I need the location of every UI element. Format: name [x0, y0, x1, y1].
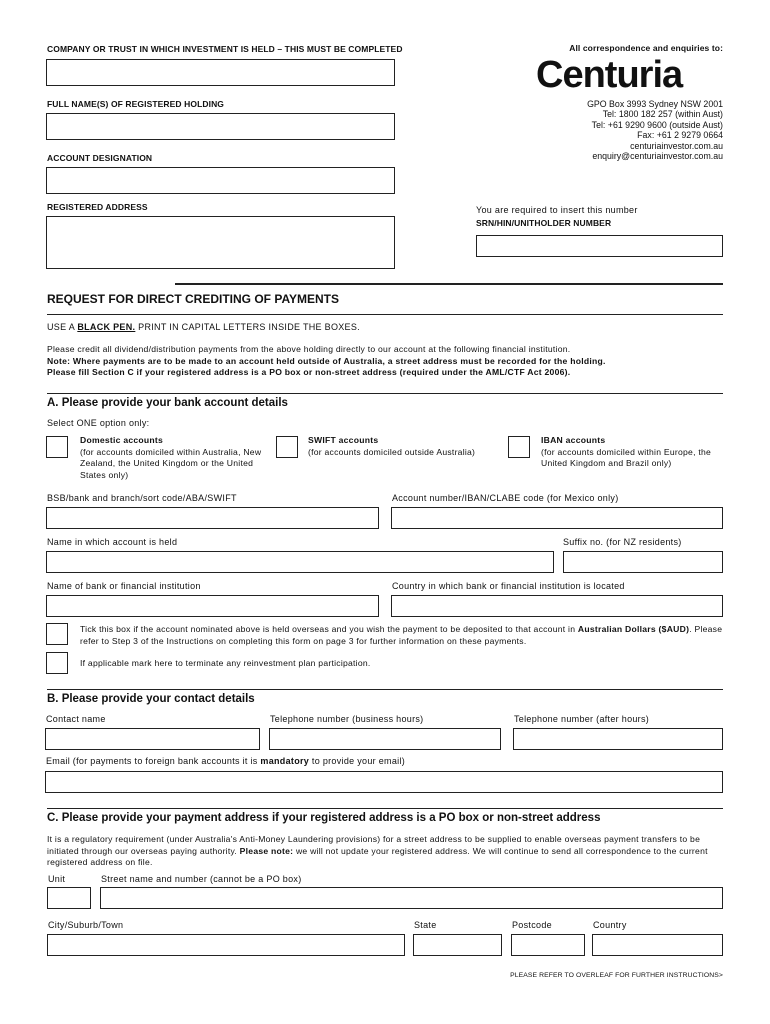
black-pen-text: BLACK PEN.	[77, 322, 136, 332]
contact-name-field[interactable]	[45, 728, 260, 750]
option-desc: (for accounts domiciled within Australia, New Zealand, the United Kingdom or the United States only)	[80, 446, 262, 480]
section-rule	[175, 283, 723, 285]
option-title: Domestic accounts	[80, 435, 164, 445]
option-title: IBAN accounts	[541, 435, 606, 445]
state-field[interactable]	[413, 934, 502, 956]
bank-name-label: Name of bank or financial institution	[47, 581, 201, 591]
please-note-text: Please note:	[239, 845, 294, 856]
request-title: REQUEST FOR DIRECT CREDITING OF PAYMENTS	[47, 292, 340, 306]
overseas-aud-text	[80, 624, 725, 647]
account-name-label: Name in which account is held	[47, 537, 178, 547]
overseas-text: . Please refer to Step 3 of the Instructions on completing this form on page 3 for further information on these payments.	[80, 624, 723, 646]
request-note: Note: Where payments are to be made to an account held outside of Australia, a street address must be recorded for the holding.	[47, 355, 606, 366]
domestic-option	[80, 435, 265, 481]
full-name-label: FULL NAME(S) OF REGISTERED HOLDING	[47, 99, 225, 109]
instr-text: PRINT IN CAPITAL LETTERS INSIDE THE BOXES.	[135, 322, 360, 332]
tel-after-label: Telephone number (after hours)	[514, 714, 650, 724]
option-desc: (for accounts domiciled within Europe, the United Kingdom and Brazil only)	[541, 446, 712, 468]
address-country-label: Country	[593, 920, 627, 930]
srn-note: You are required to insert this number	[476, 205, 638, 215]
request-para: Please credit all dividend/distribution payments from the above holding directly to our account at the following financial institution.	[47, 344, 571, 354]
account-designation-label: ACCOUNT DESIGNATION	[47, 153, 153, 163]
section-c-title: C. Please provide your payment address if your registered address is a PO box or non-street address	[47, 812, 601, 824]
unit-label: Unit	[48, 874, 66, 884]
suffix-field[interactable]	[563, 551, 723, 573]
contact-line: centuriainvestor.com.au	[630, 140, 723, 151]
bank-country-label: Country in which bank or financial institution is located	[392, 581, 625, 591]
centuria-logo: Centuria	[536, 54, 683, 96]
section-rule	[47, 689, 723, 690]
terminate-label: If applicable mark here to terminate any reinvestment plan participation.	[80, 658, 371, 668]
email-text: Email (for payments to foreign bank accounts it is	[46, 756, 261, 766]
contact-line: Tel: 1800 182 257 (within Aust)	[602, 109, 723, 120]
option-desc: (for accounts domiciled outside Australia)	[308, 446, 476, 457]
contact-block	[520, 99, 723, 161]
email-text: to provide your email)	[309, 756, 406, 766]
request-paragraph	[47, 344, 727, 379]
registered-address-field[interactable]	[46, 216, 395, 269]
section-b-title: B. Please provide your contact details	[47, 693, 255, 705]
contact-line: GPO Box 3993 Sydney NSW 2001	[587, 99, 723, 109]
section-rule	[47, 808, 723, 809]
company-field[interactable]	[46, 59, 395, 86]
swift-checkbox[interactable]	[276, 436, 298, 458]
overseas-aud-checkbox[interactable]	[46, 623, 68, 645]
section-c-text: It is a regulatory requirement (under Australia's Anti-Money Laundering provisions) for a street address to be supplied to enable overseas payment transfers to be initiated through our overseas paying authority.	[47, 834, 701, 856]
pen-instruction	[47, 322, 360, 332]
contact-line: Tel: +61 9290 9600 (outside Aust)	[591, 119, 723, 130]
bsb-label: BSB/bank and branch/sort code/ABA/SWIFT	[47, 493, 237, 503]
city-label: City/Suburb/Town	[48, 920, 124, 930]
srn-label: SRN/HIN/UNITHOLDER NUMBER	[476, 218, 612, 228]
instr-text: USE A	[47, 322, 78, 332]
request-note: Please fill Section C if your registered address is a PO box or non-street address (required under the AML/CTF Act 2006).	[47, 367, 571, 377]
company-label: COMPANY OR TRUST IN WHICH INVESTMENT IS HELD – THIS MUST BE COMPLETED	[47, 44, 403, 54]
state-label: State	[414, 920, 437, 930]
street-field[interactable]	[100, 887, 723, 909]
mandatory-text: mandatory	[260, 756, 310, 766]
tel-business-label: Telephone number (business hours)	[270, 714, 424, 724]
postcode-label: Postcode	[512, 920, 552, 930]
section-c-paragraph	[47, 834, 727, 869]
unit-field[interactable]	[47, 887, 91, 909]
contact-line: enquiry@centuriainvestor.com.au	[592, 151, 723, 162]
tel-after-field[interactable]	[513, 728, 723, 750]
account-designation-field[interactable]	[46, 167, 395, 194]
contact-name-label: Contact name	[46, 714, 106, 724]
suffix-label: Suffix no. (for NZ residents)	[563, 537, 682, 547]
account-name-field[interactable]	[46, 551, 554, 573]
srn-field[interactable]	[476, 235, 723, 257]
section-a-title: A. Please provide your bank account details	[47, 397, 288, 409]
registered-address-label: REGISTERED ADDRESS	[47, 202, 148, 212]
terminate-drp-checkbox[interactable]	[46, 652, 68, 674]
account-number-label: Account number/IBAN/CLABE code (for Mexico only)	[392, 493, 619, 503]
email-label	[46, 756, 405, 766]
account-number-field[interactable]	[391, 507, 723, 529]
section-rule	[47, 314, 723, 315]
address-country-field[interactable]	[592, 934, 723, 956]
postcode-field[interactable]	[511, 934, 585, 956]
bank-country-field[interactable]	[391, 595, 723, 617]
iban-option	[541, 435, 731, 470]
aud-text: Australian Dollars ($AUD)	[577, 624, 690, 634]
overleaf-note: PLEASE REFER TO OVERLEAF FOR FURTHER INSTRUCTIONS>	[510, 972, 723, 979]
bsb-field[interactable]	[46, 507, 379, 529]
email-field[interactable]	[45, 771, 723, 793]
full-name-field[interactable]	[46, 113, 395, 140]
domestic-checkbox[interactable]	[46, 436, 68, 458]
correspondence-label: All correspondence and enquiries to:	[569, 43, 723, 53]
option-title: SWIFT accounts	[308, 435, 379, 445]
city-field[interactable]	[47, 934, 405, 956]
overseas-text: Tick this box if the account nominated above is held overseas and you wish the payment to be deposited to that account in	[80, 624, 578, 634]
select-note: Select ONE option only:	[47, 418, 150, 428]
tel-business-field[interactable]	[269, 728, 501, 750]
swift-option	[308, 435, 483, 458]
iban-checkbox[interactable]	[508, 436, 530, 458]
section-c-text: we will not update your registered address. We will continue to send all correspondence to the current registered address on file.	[47, 845, 708, 867]
section-rule	[47, 393, 723, 394]
contact-line: Fax: +61 2 9279 0664	[637, 130, 723, 141]
bank-name-field[interactable]	[46, 595, 379, 617]
street-label: Street name and number (cannot be a PO box)	[101, 874, 302, 884]
